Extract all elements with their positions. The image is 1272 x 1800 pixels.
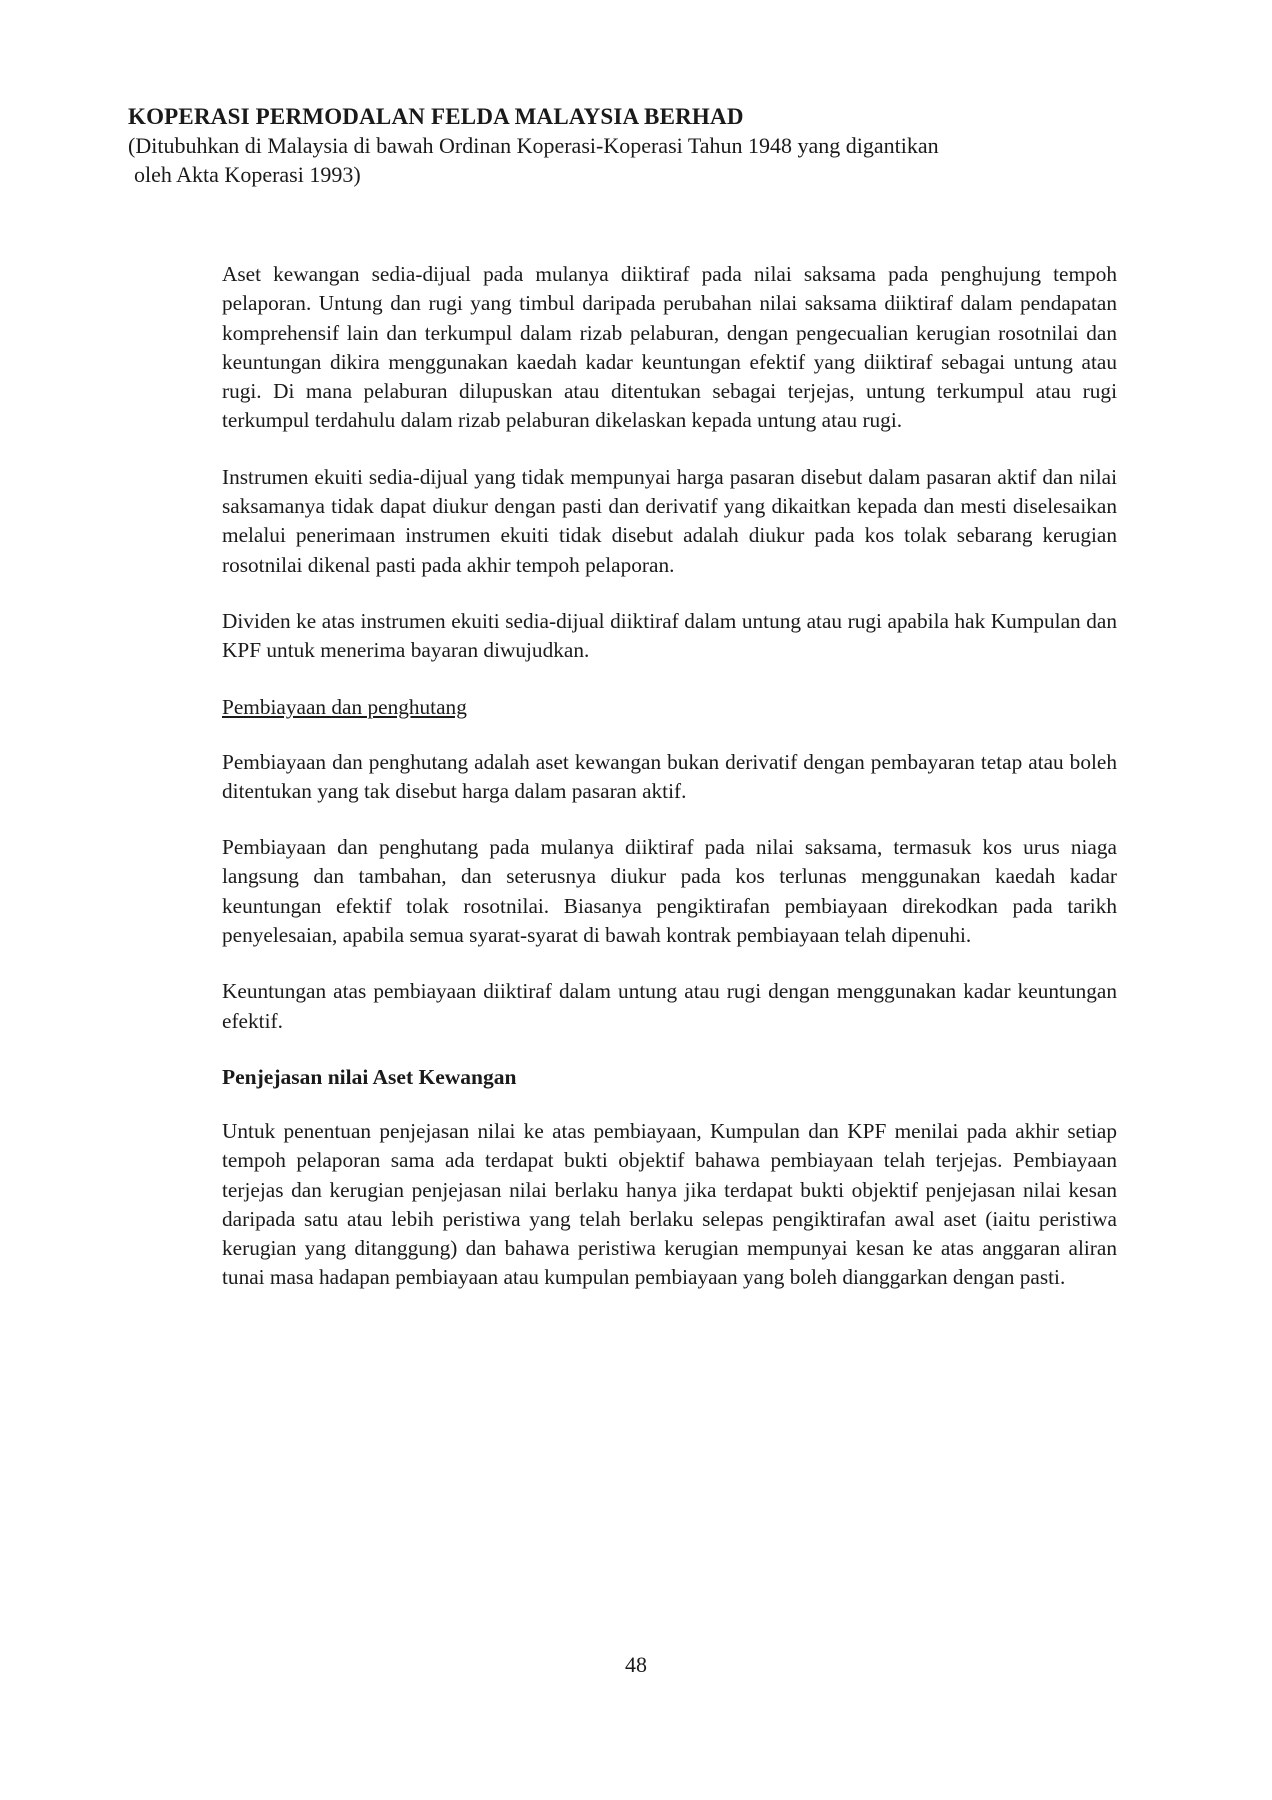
paragraph-impairment: Untuk penentuan penjejasan nilai ke atas pembiayaan, Kumpulan dan KPF menilai pada akhir setiap tempoh pelaporan sama ada terdapat bukti objektif bahawa pembiayaan telah terjejas. Pembiayaan terjejas dan kerugian penjejasan nilai berlaku hanya jika terdapat bukti objektif penjejasan nilai kesan daripada satu atau lebih peristiwa yang telah berlaku selepas pengiktirafan awal aset (iaitu peristiwa kerugian yang ditanggung) dan bahawa peristiwa kerugian mempunyai kesan ke atas anggaran aliran tunai masa hadapan pembiayaan atau kumpulan pembiayaan yang boleh dianggarkan dengan pasti.	[222, 1118, 1117, 1290]
paragraph-unquoted-equity: Instrumen ekuiti sedia-dijual yang tidak mempunyai harga pasaran disebut dalam pasaran aktif dan nilai saksamanya tidak dapat diukur dengan pasti dan derivatif yang dikaitkan kepada dan mesti diselesaikan melalui penerimaan instrumen ekuiti tidak disebut adalah diukur pada kos tolak sebarang kerugian rosotnilai dikenal pasti pada akhir tempoh pelaporan.	[222, 464, 1117, 577]
subtitle-line-2: oleh Akta Koperasi 1993)	[134, 162, 361, 187]
organization-subtitle	[128, 131, 1128, 189]
section-heading-impairment: Penjejasan nilai Aset Kewangan	[222, 1064, 517, 1089]
document-header	[128, 102, 1128, 189]
organization-name: KOPERASI PERMODALAN FELDA MALAYSIA BERHAD	[128, 104, 744, 129]
paragraph-financing-measurement: Pembiayaan dan penghutang pada mulanya diiktiraf pada nilai saksama, termasuk kos urus niaga langsung dan tambahan, dan seterusnya diukur pada kos terlunas menggunakan kaedah kadar keuntungan efektif tolak rosotnilai. Biasanya pengiktirafan pembiayaan direkodkan pada tarikh penyelesaian, apabila semua syarat-syarat di bawah kontrak pembiayaan telah dipenuhi.	[222, 835, 1117, 948]
subtitle-line-1: (Ditubuhkan di Malaysia di bawah Ordinan Koperasi-Koperasi Tahun 1948 yang digantikan	[128, 133, 939, 158]
paragraph-available-for-sale-assets: Aset kewangan sedia-dijual pada mulanya diiktiraf pada nilai saksama pada penghujung tempoh pelaporan. Untung dan rugi yang timbul daripada perubahan nilai saksama diiktiraf dalam pendapatan komprehensif lain dan terkumpul dalam rizab pelaburan, dengan pengecualian kerugian rosotnilai dan keuntungan dikira menggunakan kaedah kadar keuntungan efektif yang diiktiraf sebagai untung atau rugi. Di mana pelaburan dilupuskan atau ditentukan sebagai terjejas, untung terkumpul atau rugi terkumpul terdahulu dalam rizab pelaburan dikelaskan kepada untung atau rugi.	[222, 262, 1117, 433]
page-number: 48	[625, 1652, 647, 1677]
paragraph-dividends: Dividen ke atas instrumen ekuiti sedia-dijual diiktiraf dalam untung atau rugi apabila hak Kumpulan dan KPF untuk menerima bayaran diwujudkan.	[222, 608, 1117, 663]
paragraph-financing-definition: Pembiayaan dan penghutang adalah aset kewangan bukan derivatif dengan pembayaran tetap atau boleh ditentukan yang tak disebut harga dalam pasaran aktif.	[222, 749, 1117, 803]
paragraph-financing-profit: Keuntungan atas pembiayaan diiktiraf dalam untung atau rugi dengan menggunakan kadar keuntungan efektif.	[222, 979, 1117, 1033]
section-heading-financing-receivables: Pembiayaan dan penghutang	[222, 694, 467, 719]
document-body	[222, 260, 1117, 1320]
